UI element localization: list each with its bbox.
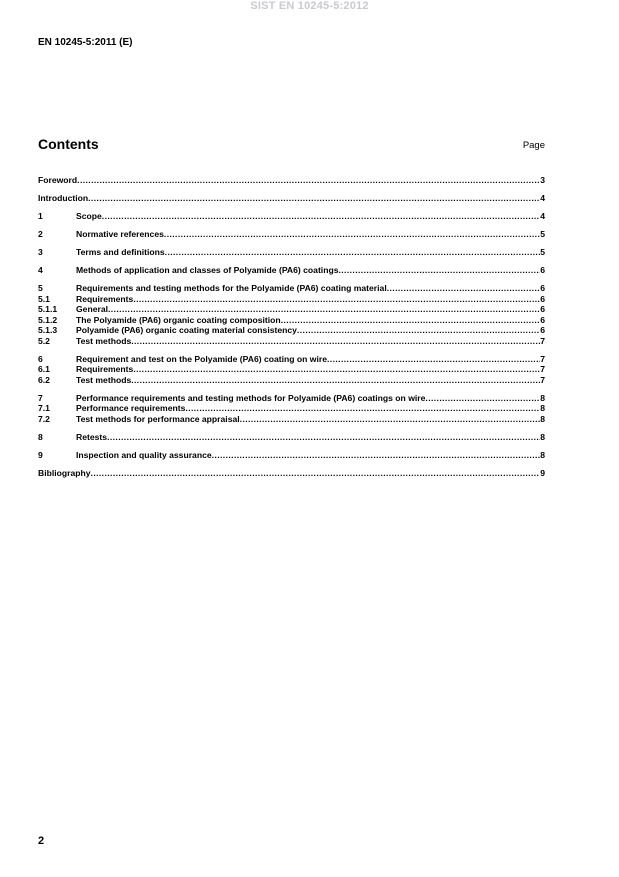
toc-dot-leader [133, 364, 540, 375]
toc-entry[interactable] [38, 229, 545, 240]
toc-entry-title: Requirements [76, 364, 134, 374]
toc-entry-page: 7 [540, 353, 545, 364]
toc-dot-leader [212, 450, 541, 461]
toc-dot-leader [425, 393, 540, 404]
toc-entry[interactable] [38, 403, 545, 414]
toc-entry-title: Polyamide (PA6) organic coating material consistency [76, 325, 297, 335]
toc-entry-title: Test methods [76, 335, 132, 346]
toc-entry-page: 4 [540, 211, 545, 221]
toc-dot-leader [387, 283, 541, 294]
toc-entry-number: 8 [38, 431, 43, 442]
toc-entry-title: Test methods for performance appraisal [76, 413, 240, 424]
toc-entry-number: 5.1.3 [38, 325, 58, 335]
toc-entry-title: Requirements and testing methods for the Polyamide (PA6) coating material [76, 283, 387, 293]
toc-entry-title: Foreword [38, 175, 78, 185]
toc-entry[interactable] [38, 336, 545, 347]
toc-entry-page: 8 [540, 431, 545, 442]
toc-dot-leader [327, 354, 540, 365]
toc-entry-page: 8 [540, 449, 545, 460]
toc-entry[interactable] [38, 211, 545, 222]
toc-entry[interactable] [38, 354, 545, 365]
toc-dot-leader [102, 211, 540, 222]
toc-entry-number: 3 [38, 247, 43, 257]
toc-entry-number: 5.1.1 [38, 304, 58, 314]
toc-dot-leader [165, 247, 541, 258]
toc-entry-title: Scope [76, 211, 102, 221]
toc-entry-number: 5.1.2 [38, 314, 58, 325]
toc-entry[interactable] [38, 393, 545, 404]
document-id: EN 10245-5:2011 (E) [38, 37, 133, 48]
toc-entry[interactable] [38, 375, 545, 386]
toc-entry[interactable] [38, 283, 545, 294]
page-number: 2 [38, 835, 45, 847]
toc-entry-title: Inspection and quality assurance [76, 449, 212, 460]
toc-entry-page: 6 [540, 304, 545, 314]
toc-entry-number: 6 [38, 353, 43, 364]
toc-entry-title: Performance requirements [76, 403, 186, 413]
toc-entry[interactable] [38, 325, 545, 336]
toc-entry[interactable] [38, 468, 545, 479]
toc-entry-number: 5.2 [38, 335, 50, 346]
toc-entry-page: 4 [540, 193, 545, 203]
toc-entry-number: 7.1 [38, 403, 50, 413]
toc-entry-title: Terms and definitions [76, 247, 165, 257]
toc-entry-page: 3 [540, 175, 545, 185]
toc-dot-leader [338, 265, 540, 276]
toc-entry-number: 9 [38, 449, 43, 460]
toc-dot-leader [91, 468, 541, 479]
toc-entry-page: 6 [540, 325, 545, 335]
toc-entry-page: 5 [540, 247, 545, 257]
toc-entry-title: Introduction [38, 193, 89, 203]
toc-entry[interactable] [38, 247, 545, 258]
toc-entry-page: 8 [540, 413, 545, 424]
toc-dot-leader [107, 432, 540, 443]
toc-entry-title: General [76, 304, 109, 314]
toc-entry-page: 9 [540, 467, 545, 478]
toc-entry[interactable] [38, 315, 545, 326]
toc-entry-number: 5 [38, 283, 43, 293]
toc-entry-number: 2 [38, 229, 43, 239]
toc-entry-title: Performance requirements and testing methods for Polyamide (PA6) coatings on wire [76, 392, 426, 403]
toc-dot-leader [281, 315, 541, 326]
watermark: SIST EN 10245-5:2012 [250, 0, 369, 12]
toc-entry-page: 7 [540, 335, 545, 346]
toc-dot-leader [185, 403, 540, 414]
toc-entry[interactable] [38, 175, 545, 186]
toc-entry-title: Normative references [76, 229, 164, 239]
toc-entry[interactable] [38, 450, 545, 461]
toc-entry-number: 4 [38, 265, 43, 275]
toc-entry-number: 7.2 [38, 413, 50, 424]
toc-dot-leader [240, 414, 541, 425]
toc-entry-page: 7 [540, 374, 545, 385]
toc-dot-leader [133, 294, 540, 305]
toc-entry-title: Methods of application and classes of Polyamide (PA6) coatings [76, 265, 339, 275]
toc-dot-leader [131, 336, 540, 347]
toc-dot-leader [131, 375, 540, 386]
toc-dot-leader [77, 175, 540, 186]
contents-title: Contents [38, 136, 99, 152]
toc-entry-number: 5.1 [38, 293, 50, 304]
toc-entry-page: 8 [540, 392, 545, 403]
page-column-label: Page [522, 140, 545, 151]
toc-entry[interactable] [38, 414, 545, 425]
toc-entry-page: 6 [540, 293, 545, 304]
toc-entry[interactable] [38, 265, 545, 276]
toc-entry-page: 5 [540, 229, 545, 239]
toc-dot-leader [88, 193, 540, 204]
toc-entry[interactable] [38, 364, 545, 375]
toc-entry-title: The Polyamide (PA6) organic coating composition [76, 314, 281, 325]
toc-dot-leader [108, 304, 540, 315]
toc-entry-page: 7 [540, 364, 545, 374]
table-of-contents [38, 175, 545, 478]
toc-entry-page: 6 [540, 283, 545, 293]
toc-entry[interactable] [38, 294, 545, 305]
toc-entry-title: Requirements [76, 293, 134, 304]
toc-entry-title: Requirement and test on the Polyamide (PA6) coating on wire [76, 353, 328, 364]
toc-entry-title: Test methods [76, 374, 132, 385]
toc-entry[interactable] [38, 432, 545, 443]
toc-entry-page: 8 [540, 403, 545, 413]
toc-dot-leader [164, 229, 540, 240]
toc-entry-title: Bibliography [38, 467, 91, 478]
toc-entry[interactable] [38, 193, 545, 204]
toc-entry-page: 6 [540, 314, 545, 325]
toc-dot-leader [297, 325, 540, 336]
toc-entry-number: 6.1 [38, 364, 50, 374]
toc-entry-number: 6.2 [38, 374, 50, 385]
toc-entry[interactable] [38, 304, 545, 315]
toc-entry-page: 6 [540, 265, 545, 275]
toc-entry-number: 1 [38, 211, 43, 221]
toc-entry-number: 7 [38, 392, 43, 403]
toc-entry-title: Retests [76, 431, 108, 442]
